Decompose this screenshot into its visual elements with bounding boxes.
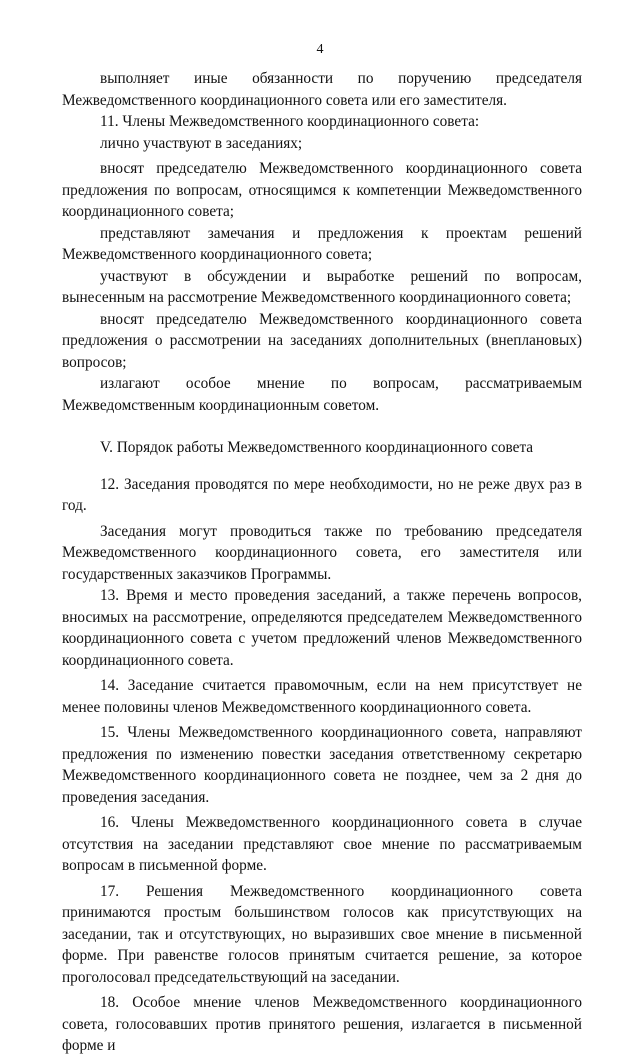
paragraph: излагают особое мнение по вопросам, рассматриваемым Межведомственным координационным советом. bbox=[62, 375, 582, 414]
paragraph: участвуют в обсуждении и выработке решений по вопросам, вынесенным на рассмотрение Межведомственного координационного совета; bbox=[62, 267, 582, 306]
paragraph: Заседания могут проводиться также по требованию председателя Межведомственного координационного совета, его заместителя или государственных заказчиков Программы. bbox=[62, 522, 582, 583]
paragraph: 14. Заседание считается правомочным, если на нем присутствует не менее половины членов Межведомственного координационного совета. bbox=[62, 677, 582, 716]
paragraph: 11. Члены Межведомственного координационного совета: bbox=[100, 113, 480, 130]
paragraph: 12. Заседания проводятся по мере необходимости, но не реже двух раз в год. bbox=[62, 475, 582, 514]
paragraph: лично участвуют в заседаниях; bbox=[100, 134, 303, 152]
page-number: 4 bbox=[316, 42, 324, 57]
paragraph: 16. Члены Межведомственного координационного совета в случае отсутствия на заседании представляют свое мнение по рассматриваемым вопросам в письменной форме. bbox=[62, 814, 582, 874]
paragraph: 15. Члены Межведомственного координационного совета, направляют предложения по изменению повестки заседания ответственному секретарю Межведомственного координационного совета не позднее, чем за 2 дня до проведения заседания. bbox=[62, 724, 582, 806]
paragraph: вносят председателю Межведомственного координационного совета предложения по вопросам, относящимся к компетенции Межведомственного координационного совета; bbox=[62, 160, 582, 220]
paragraph: 13. Время и место проведения заседаний, а также перечень вопросов, вносимых на рассмотрение, определяются председателем Межведомственного координационного совета с учетом предложений членов Межведомственного координационного совета. bbox=[62, 587, 582, 669]
paragraph: представляют замечания и предложения к проектам решений Межведомственного координационного совета; bbox=[62, 224, 582, 263]
paragraph: вносят председателю Межведомственного координационного совета предложения о рассмотрении на заседаниях дополнительных (внеплановых) вопросов; bbox=[62, 310, 582, 371]
paragraph: 17. Решения Межведомственного координационного совета принимаются простым большинством голосов как присутствующих на заседании, так и отсутствующих, но выразивших свое мнение в письменной форме. При равенстве голосов принятым считается решение, за которое проголосовал председательствующий на заседании. bbox=[62, 882, 582, 986]
paragraph: 18. Особое мнение членов Межведомственного координационного совета, голосовавших против принятого решения, излагается в письменной форме и bbox=[62, 994, 582, 1054]
paragraph: выполняет иные обязанности по поручению председателя Межведомственного координационного совета или его заместителя. bbox=[62, 70, 582, 109]
section-heading: V. Порядок работы Межведомственного координационного совета bbox=[100, 439, 534, 456]
document-body bbox=[62, 68, 582, 1057]
